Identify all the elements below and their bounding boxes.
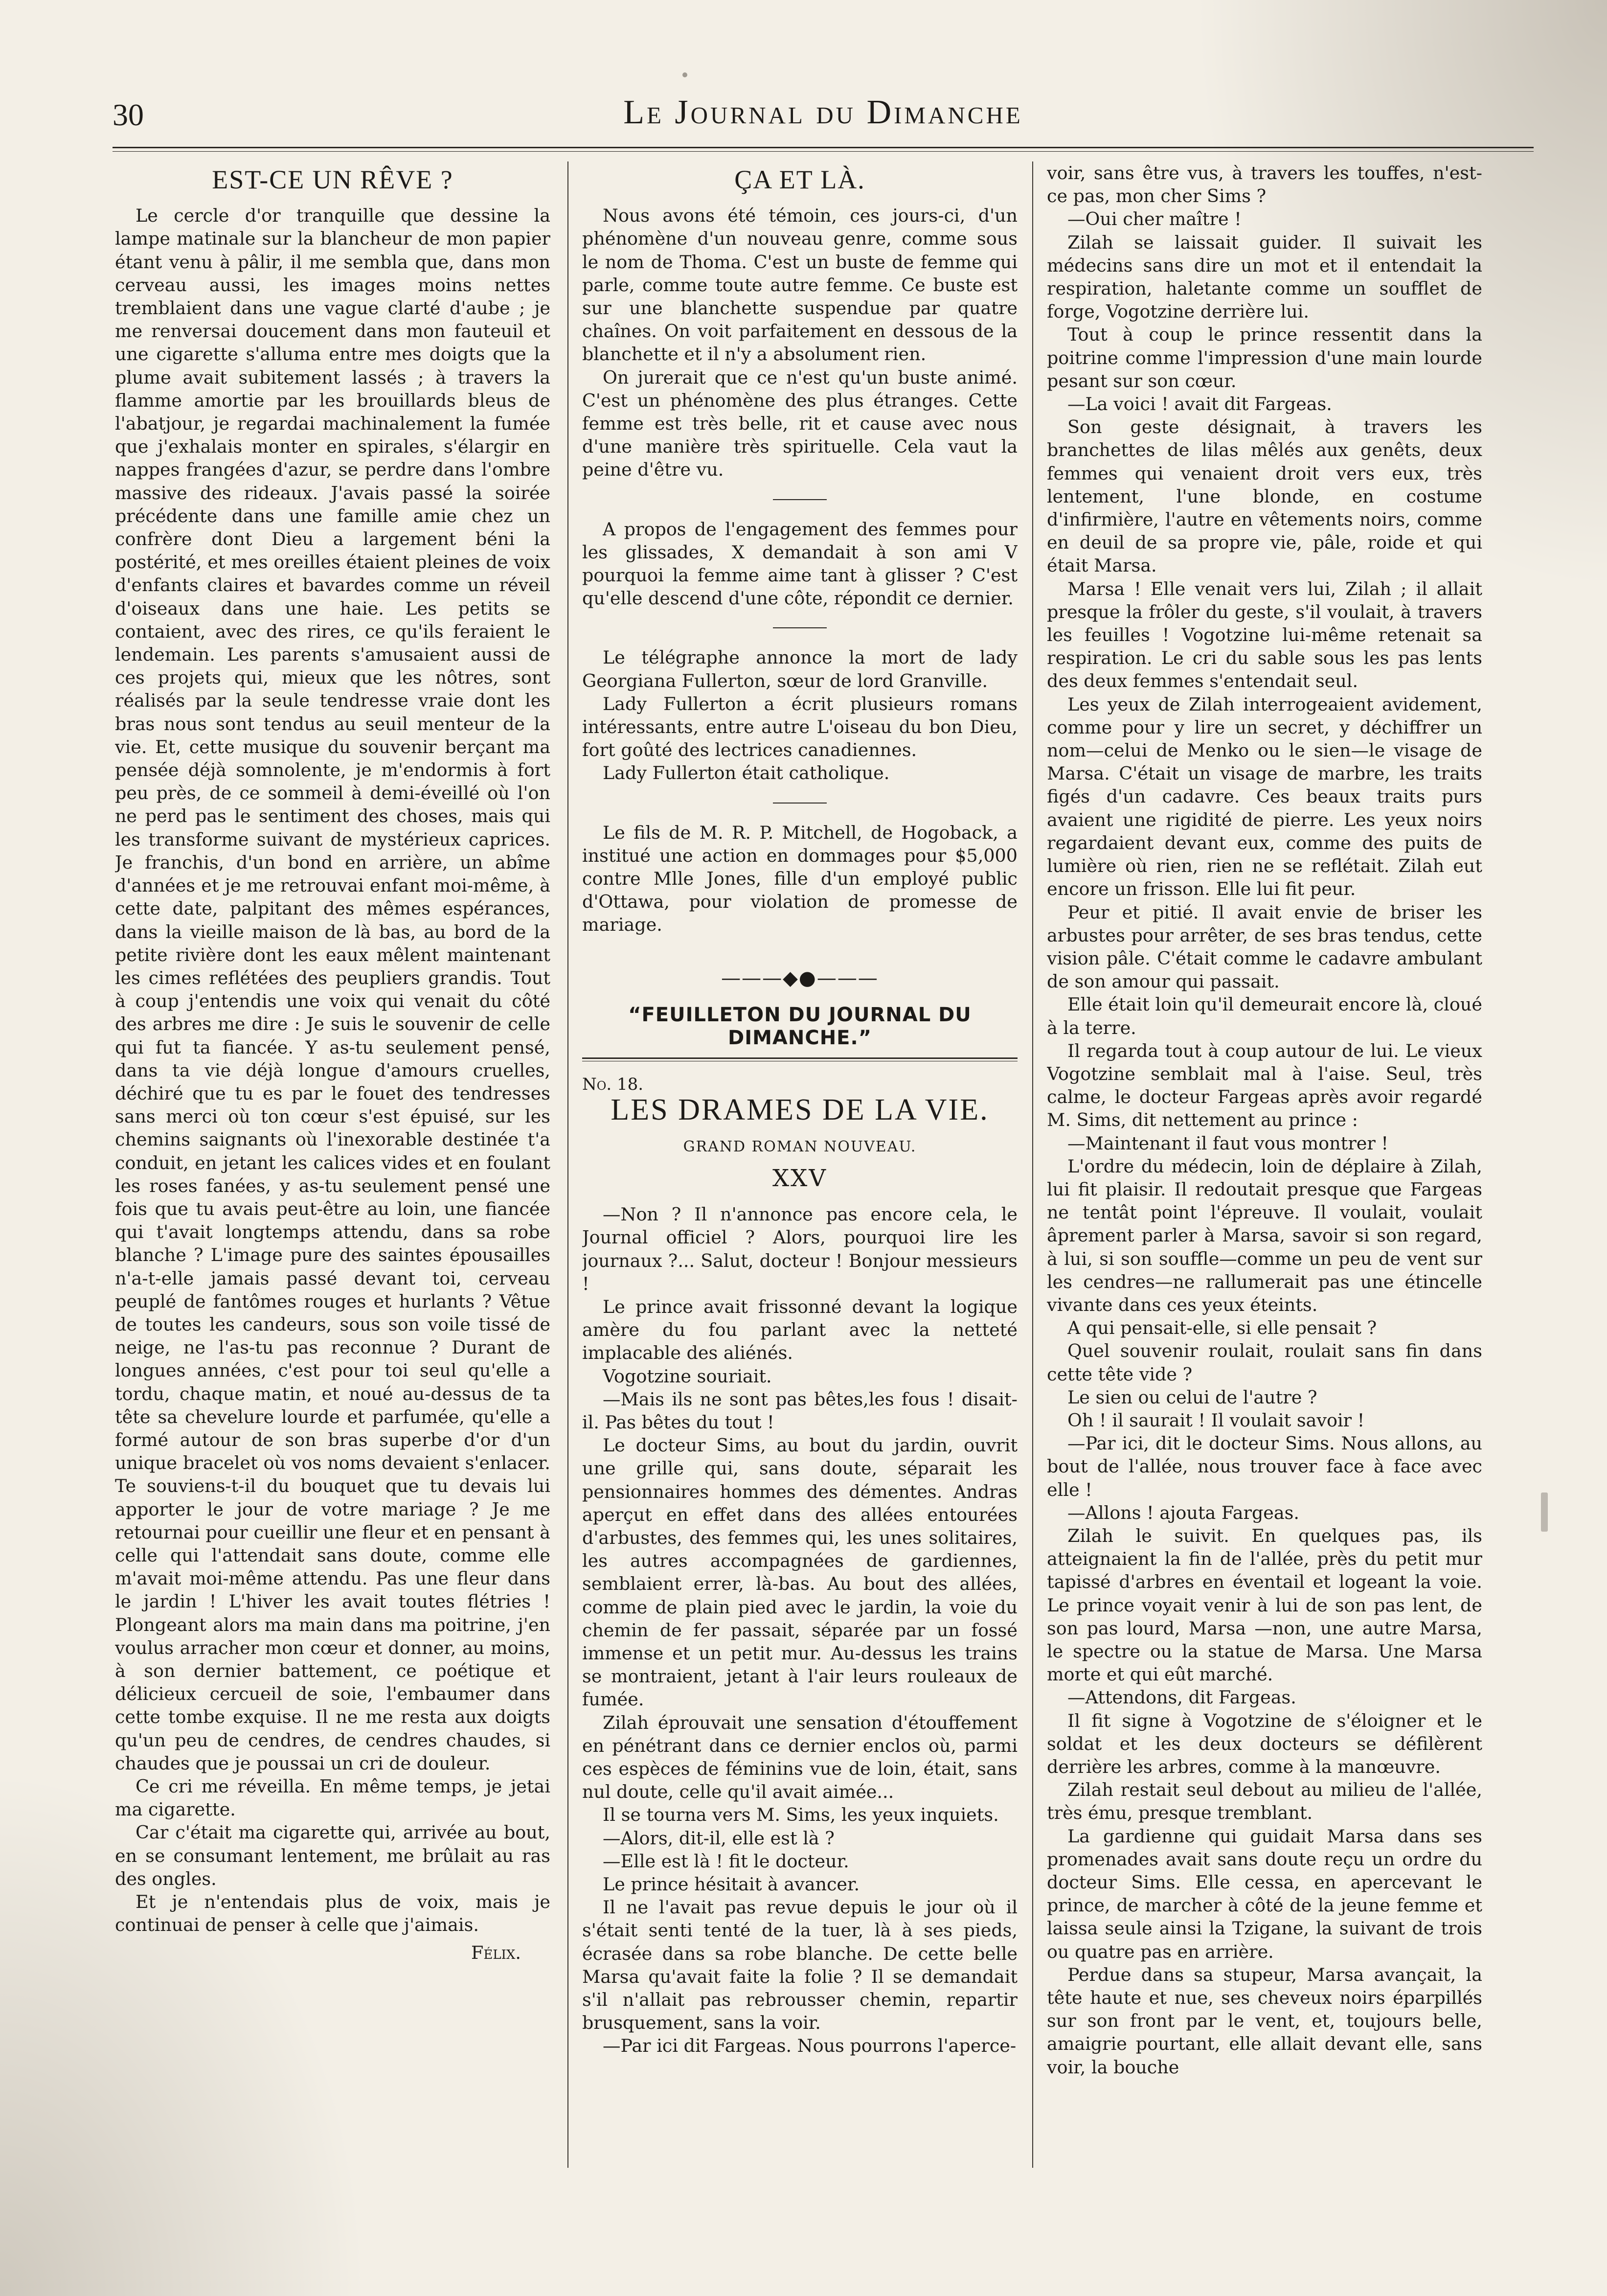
serial-paragraph: —Non ? Il n'annonce pas encore cela, le Journal officiel ? Alors, pourquoi lire les journaux ?... Salut, docteur ! Bonjour messieurs ! <box>582 1204 1018 1294</box>
page-header <box>113 93 1534 152</box>
separator <box>773 627 827 628</box>
serial-paragraph: —Par ici dit Fargeas. Nous pourrons l'aperce- <box>603 2035 1017 2057</box>
serial-paragraph: —Mais ils ne sont pas bêtes,les fous ! disait-il. Pas bêtes du tout ! <box>582 1388 1018 1433</box>
serial-paragraph: Le sien ou celui de l'autre ? <box>1067 1386 1317 1408</box>
serial-paragraph: —Elle est là ! fit le docteur. <box>603 1850 849 1872</box>
serial-subtitle: GRAND ROMAN NOUVEAU. <box>683 1138 917 1155</box>
serial-paragraph: Il regarda tout à coup autour de lui. Le vieux Vogotzine semblait mal à l'aise. Seul, très calme, le docteur Fargeas après avoir regardé M. Sims, dit nettement au prince : <box>1047 1040 1482 1131</box>
serial-paragraph: Quel souvenir roulait, roulait sans fin dans cette tête vide ? <box>1047 1340 1482 1385</box>
serial-paragraph: Le prince avait frissonné devant la logique amère du fou parlant avec la netteté implacable des aliénés. <box>582 1296 1018 1364</box>
serial-paragraph: —Alors, dit-il, elle est là ? <box>603 1827 835 1849</box>
serial-paragraph: Il fit signe à Vogotzine de s'éloigner et le soldat et les deux docteurs se défilèrent derrière les arbres, comme à la manœuvre. <box>1047 1710 1482 1778</box>
serial-paragraph: La gardienne qui guidait Marsa dans ses promenades avait sans doute reçu un ordre du docteur Sims. Elle cessa, en apercevant le prince, de marcher à côté de la jeune femme et laissa seule ainsi la Tzigane, la suivant de trois ou quatre pas en arrière. <box>1047 1825 1482 1962</box>
serial-paragraph: Zilah se laissait guider. Il suivait les médecins sans dire un mot et il entendait la respiration, haletante comme un soufflet de forge, Vogotzine derrière lui. <box>1047 231 1482 322</box>
serial-paragraph: A qui pensait-elle, si elle pensait ? <box>1067 1317 1377 1339</box>
section-title: ÇA ET LÀ. <box>734 165 865 194</box>
serial-paragraph: Zilah restait seul debout au milieu de l'allée, très ému, presque tremblant. <box>1047 1779 1482 1824</box>
news-item: Le télégraphe annonce la mort de lady Georgiana Fullerton, sœur de lord Granville. <box>582 647 1018 691</box>
serial-paragraph: Zilah le suivit. En quelques pas, ils atteignaient la fin de l'allée, près du petit mur tapissé d'arbres en éventail et logeant la voie. Le prince voyait venir à lui de son pas lent, de son pas lourd, Marsa —non, une autre Marsa, le spectre ou la statue de Marsa. Une Marsa morte et qui eût marché. <box>1047 1525 1482 1685</box>
serial-paragraph: Zilah éprouvait une sensation d'étouffement en pénétrant dans ce dernier enclos où, parmi ces espèces de féminins vue de loin, était, sans nul doute, celle qu'il avait aimée... <box>582 1712 1018 1803</box>
column-divider <box>1032 161 1033 2168</box>
serial-paragraph: —La voici ! avait dit Fargeas. <box>1067 393 1332 415</box>
news-item: A propos de l'engagement des femmes pour les glissades, X demandait à son ami V pourquoi la femme aime tant à glisser ? C'est qu'elle descend d'une côte, répondit ce dernier. <box>582 518 1018 609</box>
serial-paragraph: Le prince hésitait à avancer. <box>603 1874 860 1895</box>
page-number: 30 <box>113 97 144 132</box>
serial-paragraph: Marsa ! Elle venait vers lui, Zilah ; il allait presque la frôler du geste, s'il voulait, à travers les feuilles ! Vogotzine lui-même retenait sa respiration. Le cri du sable sous les pas lents des deux femmes s'entendait seul. <box>1047 578 1482 692</box>
serial-paragraph: L'ordre du médecin, loin de déplaire à Zilah, lui fit plaisir. Il redoutait presque que Fargeas ne tentât point l'épreuve. Il voulait, voulait âprement parler à Marsa, savoir si son regard, à lui, si son souffle—comme un peu de vent sur les cendres—ne rallumerait pas une étincelle vivante dans ces yeux éteints. <box>1047 1155 1482 1315</box>
print-speck <box>682 72 687 77</box>
feuilleton-heading: “FEUILLETON DU JOURNAL DU DIMANCHE.” <box>628 1003 972 1050</box>
serial-paragraph: Oh ! il saurait ! Il voulait savoir ! <box>1067 1409 1365 1431</box>
article-paragraph: Le cercle d'or tranquille que dessine la lampe matinale sur la blancheur de mon papier étant venu à pâlir, il me sembla que, dans mon cerveau aussi, les images moins nettes tremblaient dans une vague clarté d'aube ; je me renversai doucement dans mon fauteuil et une cigarette s'alluma entre mes doigts que la plume avait subitement lassés ; à travers la flamme amortie par les brouillards bleus de l'abatjour, je regardai machinalement la fumée que j'exhalais monter en spirales, s'élargir en nappes frangées d'azur, se perdre dans l'ombre massive des rideaux. J'avais passé la soirée précédente dans une famille amie chez un confrère dont Dieu a largement béni la postérité, et mes oreilles étaient pleines de voix d'enfants claires et bavardes comme un réveil d'oiseaux dans une haie. Les petits se contaient, avec des rires, ce qu'ils feraient le lendemain. Les parents s'amusaient aussi de ces projets qui, mieux que les nôtres, sont réalisés par la seule tendresse vraie dont les bras nous sont tendus au seuil menteur de la vie. Et, cette musique du souvenir berçant ma pensée déjà somnolente, je m'endormis à fort peu près, de ce sommeil à demi-éveillé où l'on ne perd pas le sentiment des choses, mais qui les transforme suivant de mystérieux caprices. Je franchis, d'un bond en arrière, un abîme d'années et je me retrouvai enfant moi-même, à cette date, palpitant des mêmes espérances, dans la vieille maison de là bas, au bord de la petite rivière dont les eaux mêlent maintenant les cimes reflétées des peupliers grandis. Tout à coup j'entendis une voix qui venait du côté des arbres me dire : Je suis le souvenir de celle qui fut ta fiancée. Y as-tu seulement pensé, dans ta vie déjà longue d'amours cruelles, déchiré que tu es par le fouet des tendresses sans merci où ton cœur s'est épuisé, sur les chemins saignants où l'inexorable destinée t'a conduit, en jetant les calices vides et en foulant les roses fanées, y as-tu seulement pensé une fois que tu avais peut-être au loin, une fiancée qui t'avait longtemps attendu, dans sa robe blanche ? L'image pure des saintes épousailles n'a-t-elle jamais passé devant toi, cerveau peuplé de fantômes rouges et hurlants ? Vêtue de toutes les candeurs, sous son voile tissé de neige, ne l'as-tu pas reconnue ? Durant de longues années, c'est pour toi seul qu'elle a tordu, chaque matin, et noué au-dessus de ta tête sa chevelure lourde et parfumée, qu'elle a formé autour de son bras superbe d'or d'un unique bracelet où vos noms devaient s'enlacer. Te souviens-t-il du bouquet que tu devais lui apporter le jour de votre mariage ? Je me retournai pour cueillir une fleur et en pensant à celle qui l'attendait sans doute, comme elle m'avait moi-même attendu. Pas une fleur dans le jardin ! L'hiver les avait toutes flétries ! Plongeant alors ma main dans ma poitrine, j'en voulus arracher mon cœur et donner, au moins, à son dernier battement, ce poétique et délicieux cercueil de soie, l'embaumer dans cette tombe exquise. Il ne me resta aux doigts qu'un peu de cendres, de cendres chaudes, si chaudes que je poussai un cri de douleur. <box>115 205 550 1774</box>
article-signature: Félix. <box>471 1942 521 1964</box>
chapter-number: XXV <box>772 1164 827 1192</box>
serial-paragraph: Tout à coup le prince ressentit dans la poitrine comme l'impression d'une main lourde pesant sur son cœur. <box>1047 324 1482 391</box>
serial-paragraph: Son geste désignait, à travers les branchettes de lilas mêlés aux genêts, deux femmes qui venaient droit vers eux, très lentement, l'une blonde, en costume d'infirmière, l'autre en vêtements noirs, comme en deuil de sa propre vie, pâle, roide et qui était Marsa. <box>1047 416 1482 576</box>
article-paragraph: Et je n'entendais plus de voix, mais je continuai de penser à celle que j'aimais. <box>115 1891 550 1936</box>
article-title: EST-CE UN RÊVE ? <box>212 165 453 194</box>
feuilleton-rule <box>582 1057 1018 1061</box>
column-middle <box>582 161 1018 2266</box>
article-paragraph: Ce cri me réveilla. En même temps, je jetai ma cigarette. <box>115 1776 550 1820</box>
ornament-divider: ———◆●——— <box>721 966 879 989</box>
news-item: Le fils de M. R. P. Mitchell, de Hogoback, a institué une action en dommages pour $5,000 contre Mlle Jones, fille d'un employé public d'Ottawa, pour violation de promesse de mariage. <box>582 822 1018 936</box>
serial-paragraph: Peur et pitié. Il avait envie de briser les arbustes pour arrêter, de ses bras tendus, cette vision pâle. C'était comme le cadavre ambulant de son amour qui passait. <box>1047 901 1482 992</box>
serial-paragraph: Il se tourna vers M. Sims, les yeux inquiets. <box>603 1804 999 1826</box>
serial-paragraph: Vogotzine souriait. <box>603 1365 772 1387</box>
print-speck <box>1541 1492 1548 1532</box>
masthead: Le Journal du Dimanche <box>623 93 1023 131</box>
serial-paragraph: —Maintenant il faut vous montrer ! <box>1067 1132 1389 1154</box>
news-item: Lady Fullerton a écrit plusieurs romans intéressants, entre autre L'oiseau du bon Dieu, fort goûté des lectrices canadiennes. <box>582 693 1018 761</box>
serial-title: LES DRAMES DE LA VIE. <box>611 1093 989 1126</box>
serial-paragraph: Il ne l'avait pas revue depuis le jour où il s'était senti tenté de la tuer, là à ses pieds, écrasée dans sa robe blanche. De cette belle Marsa qu'avait faite la folie ? Il se demandait s'il n'allait pas rebrousser chemin, repartir brusquement, sans la voir. <box>582 1897 1018 2034</box>
article-paragraph: Car c'était ma cigarette qui, arrivée au bout, en se consumant lentement, me brûlait au ras des ongles. <box>115 1822 550 1889</box>
separator <box>773 803 827 804</box>
serial-paragraph: Perdue dans sa stupeur, Marsa avançait, la tête haute et nue, ses cheveux noirs éparpillés sur son front par le vent, et, toujours belle, amaigrie pourtant, elle allait devant elle, sans voir, la bouche <box>1047 1964 1482 2078</box>
serial-paragraph: Les yeux de Zilah interrogeaient avidement, comme pour y lire un secret, y déchiffrer un nom—celui de Menko ou le sien—le visage de Marsa. C'était un visage de marbre, les traits figés d'un cadavre. Ces beaux traits purs avaient une rigidité de pierre. Les yeux noirs regardaient devant eux, comme des puits de lumière où rien, rien ne se reflétait. Zilah eut encore un frisson. Elle lui fit peur. <box>1047 693 1482 900</box>
news-item: On jurerait que ce n'est qu'un buste animé. C'est un phénomène des plus étranges. Cette femme est très belle, rit et cause avec nous d'une manière très spirituelle. Cela vaut la peine d'être vu. <box>582 367 1018 481</box>
serial-paragraph: —Attendons, dit Fargeas. <box>1067 1687 1296 1708</box>
column-left <box>115 161 550 2266</box>
serial-paragraph: —Par ici, dit le docteur Sims. Nous allons, au bout de l'allée, nous trouver face à face avec elle ! <box>1047 1433 1482 1500</box>
serial-paragraph: —Oui cher maître ! <box>1067 208 1242 230</box>
separator <box>773 499 827 500</box>
column-right <box>1047 161 1482 2266</box>
serial-paragraph: —Allons ! ajouta Fargeas. <box>1067 1502 1300 1523</box>
serial-paragraph: Elle était loin qu'il demeurait encore là, cloué à la terre. <box>1047 994 1482 1038</box>
serial-paragraph: Le docteur Sims, au bout du jardin, ouvrit une grille qui, sans doute, séparait les pensionnaires hommes des démentes. Andras aperçut en effet dans des allées entourées d'arbustes, des femmes qui, les unes solitaires, les autres accompagnées de gardiennes, semblaient errer, là-bas. Au bout des allées, comme de plain pied avec le jardin, la voie du chemin de fer passait, séparée par un fossé immense et un petit mur. Au-dessus les trains se montraient, jetant à l'air leurs rouleaux de fumée. <box>582 1435 1018 1710</box>
column-divider <box>567 161 568 2168</box>
header-rule <box>113 147 1534 152</box>
news-item: Lady Fullerton était catholique. <box>603 762 890 784</box>
issue-number: No. 18. <box>582 1075 644 1095</box>
news-item: Nous avons été témoin, ces jours-ci, d'un phénomène d'un nouveau genre, comme sous le nom de Thoma. C'est un buste de femme qui parle, comme toute autre femme. Ce buste est sur une blanchette suspendue par quatre chaînes. On voit parfaitement en dessous de la blanchette et il n'y a absolument rien. <box>582 205 1018 365</box>
serial-paragraph: voir, sans être vus, à travers les touffes, n'est-ce pas, mon cher Sims ? <box>1047 162 1482 207</box>
